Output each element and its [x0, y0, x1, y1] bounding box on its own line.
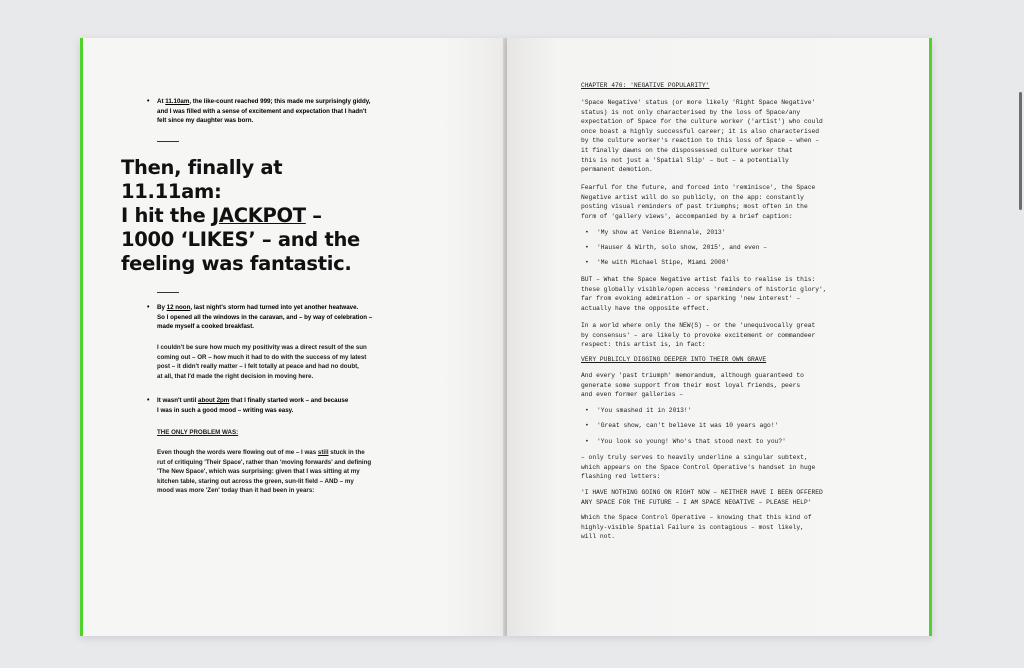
caption-bullet	[585, 258, 729, 268]
text: that I finally started work – and because	[229, 397, 349, 404]
text-underlined: about 2pm	[198, 397, 230, 404]
right-paragraph-6	[581, 371, 881, 400]
text-line: form of 'gallery views', accompanied by a brief caption:	[581, 212, 793, 220]
text: , last night's storm had turned into yet another heatwave.	[190, 304, 359, 311]
text: By	[157, 304, 167, 311]
text: 'Me with Michael Stipe, Miami 2008'	[597, 259, 730, 266]
text: , the like-count reached 999; this made me surprisingly giddy,	[189, 98, 371, 105]
caption-bullet	[585, 243, 767, 253]
text-line: at all, that I'd made the right decision in moving here.	[157, 372, 314, 380]
text-line: once boast a highly successful career; it is also characterised	[581, 127, 820, 135]
text-line: 'I HAVE NOTHING GOING ON RIGHT NOW – NEITHER HAVE I BEEN OFFERED	[581, 489, 823, 496]
caption-bullet	[585, 228, 725, 238]
bullet-dot: •	[585, 229, 589, 236]
text-underlined: 12 noon	[166, 304, 191, 311]
right-paragraph-9	[581, 513, 881, 542]
text-line: – only truly serves to heavily underline a singular subtext,	[581, 454, 808, 461]
bullet-dot: •	[585, 244, 589, 251]
text-line: by consensus' – are likely to provoke excitement or commandeer	[581, 331, 816, 339]
bullet-dot: •	[147, 304, 150, 311]
text-line: rut of critiquing 'Their Space', rather than 'moving forwards' and defining	[157, 458, 372, 466]
text-line: expectation of Space for the culture worker ('artist') who could	[581, 118, 823, 126]
bullet-dot: •	[147, 98, 150, 105]
text-line: 'The New Space', which was surprising: given that I was sitting at my	[157, 468, 360, 476]
chapter-heading: CHAPTER 476: 'NEGATIVE POPULARITY'	[581, 82, 710, 89]
text-line: Which the Space Control Operative – knowing that this kind of	[581, 514, 812, 521]
emphasis-line: VERY PUBLICLY DIGGING DEEPER INTO THEIR OWN GRAVE	[581, 356, 767, 363]
headline-underlined: JACKPOT	[211, 204, 306, 227]
pull-quote-headline	[121, 156, 381, 276]
text-line: flashing red letters:	[581, 473, 661, 481]
text-line: mood was more 'Zen' today than it had been in years:	[157, 487, 315, 495]
text-line: made myself a cooked breakfast.	[157, 323, 254, 331]
bullet-paragraph-2	[147, 303, 437, 332]
only-problem-heading: THE ONLY PROBLEM WAS:	[157, 429, 239, 436]
reply-bullet	[585, 421, 778, 431]
text-line: and even former galleries –	[581, 391, 684, 399]
text-line: BUT – What the Space Negative artist fails to realise is this:	[581, 276, 816, 283]
scrollbar-thumb[interactable]	[1019, 92, 1022, 210]
text-line: And every 'past triumph' memorandum, although guaranteed to	[581, 372, 804, 379]
bullet-paragraph-1	[147, 97, 437, 126]
reply-bullet	[585, 406, 691, 416]
left-page	[80, 38, 505, 636]
text-line: and I was filled with a sense of excitement and expectation that I hadn't	[157, 107, 367, 115]
text: 'My show at Venice Biennale, 2013'	[597, 229, 726, 236]
bullet-dot: •	[147, 397, 150, 404]
text-line: posting visual reminders of past triumphs; most often in the	[581, 203, 808, 211]
text: stuck in the	[328, 449, 365, 456]
text-line: I was in such a good mood – writing was easy.	[157, 406, 294, 414]
headline-line: Then, finally at 11.11am:	[121, 156, 283, 203]
divider	[157, 141, 179, 142]
text: 'You smashed it in 2013!'	[597, 407, 692, 414]
text-underlined: 11.10am	[165, 98, 190, 105]
text-line: actually have the opposite effect.	[581, 304, 710, 312]
text-line: So I opened all the windows in the caravan, and – by way of celebration –	[157, 313, 373, 321]
right-paragraph-2	[581, 183, 881, 221]
text-line: these globally visible/open access 'reminders of historic glory',	[581, 285, 827, 293]
text-line: respect: this artist is, in fact:	[581, 341, 706, 349]
text-line: status) is not only characterised by the loss of Space/any	[581, 108, 801, 116]
bullet-dot: •	[585, 422, 589, 429]
headline-text: –	[305, 204, 322, 227]
text-line: it finally dawns on the dispossessed culture worker that	[581, 146, 793, 154]
text-line: 'Space Negative' status (or more likely 'Right Space Negative'	[581, 99, 816, 106]
text-line: post – it didn't really matter – I felt totally at peace and had no doubt,	[157, 363, 359, 371]
text-line: this is not just a 'Spatial Slip' – but – a potentially	[581, 156, 789, 164]
text: At	[157, 98, 166, 105]
text-line: Negative artist will do so publicly, on the app: constantly	[581, 193, 804, 201]
paragraph-3	[157, 343, 447, 381]
text-line: highly-visible Spatial Failure is contagious – most likely,	[581, 523, 804, 531]
headline-line: feeling was fantastic.	[121, 252, 352, 275]
text-line: by the culture worker's reaction to this loss of Space – when –	[581, 137, 820, 145]
text-line: ANY SPACE FOR THE FUTURE – I AM SPACE NEGATIVE – PLEASE HELP'	[581, 498, 812, 506]
right-paragraph-4	[581, 321, 881, 350]
text-line: far from evoking admiration – or sparking 'new interest' –	[581, 295, 801, 303]
text-line: I couldn't be sure how much my positivity was a direct result of the sun	[157, 344, 367, 351]
book-spread	[80, 38, 932, 636]
text-line: will not.	[581, 533, 616, 541]
paragraph-5	[157, 448, 447, 496]
text-line: coming out – OR – how much it had to do with the success of my latest	[157, 353, 367, 361]
text: 'Hauser & Wirth, solo show, 2015', and even –	[597, 244, 768, 251]
text-line: felt since my daughter was born.	[157, 117, 254, 125]
right-paragraph-8	[581, 488, 891, 507]
text-line: Fearful for the future, and forced into 'reminisce', the Space	[581, 184, 816, 191]
bullet-dot: •	[585, 438, 589, 445]
reply-bullet	[585, 437, 786, 447]
text: 'You look so young! Who's that stood next to you?'	[597, 438, 786, 445]
bullet-dot: •	[585, 259, 589, 266]
headline-text: I hit the	[121, 204, 212, 227]
text-line: permanent demotion.	[581, 166, 653, 174]
text: 'Great show, can't believe it was 10 years ago!'	[597, 422, 779, 429]
text-underlined: still	[317, 449, 329, 456]
text-line: In a world where only the NEW(S) – or the 'unequivocally great	[581, 322, 816, 329]
right-paragraph-7	[581, 453, 881, 482]
text-line: kitchen table, staring out across the green, sun-lit field – AND – my	[157, 477, 354, 485]
right-paragraph-3	[581, 275, 881, 313]
bullet-paragraph-4	[147, 396, 437, 415]
right-page	[507, 38, 932, 636]
text-line: generate some support from their most loyal friends, peers	[581, 381, 801, 389]
text: It wasn't until	[157, 397, 199, 404]
text-line: which appears on the Space Control Operative's handset in huge	[581, 463, 816, 471]
text: Even though the words were flowing out of me – I was	[157, 449, 318, 456]
headline-line: 1000 ‘LIKES’ – and the	[121, 228, 360, 251]
right-paragraph-1	[581, 98, 881, 175]
bullet-dot: •	[585, 407, 589, 414]
divider	[157, 292, 179, 293]
